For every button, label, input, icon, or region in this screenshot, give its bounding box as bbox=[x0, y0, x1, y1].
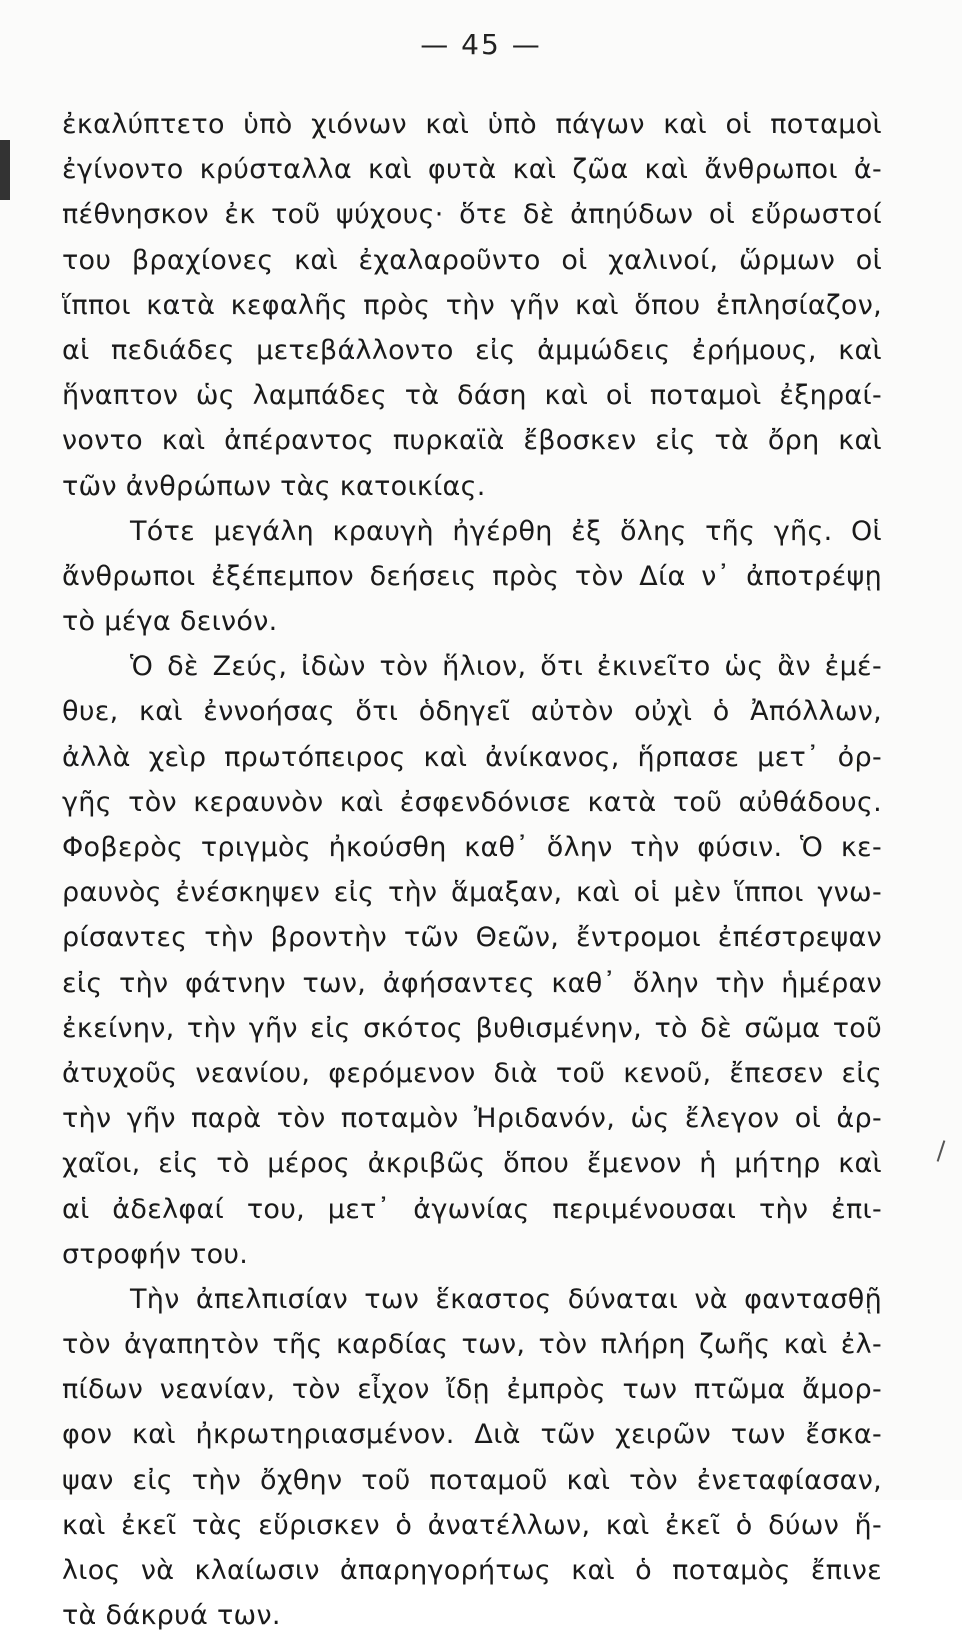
text-line: λιος νὰ κλαίωσιν ἀπαρηγορήτως καὶ ὁ ποταμὸς ἔπινε bbox=[62, 1555, 882, 1586]
ink-speck bbox=[937, 1140, 946, 1162]
text-line: φον καὶ ἠκρωτηριασμένον. Διὰ τῶν χειρῶν των ἔσκα- bbox=[62, 1419, 882, 1451]
text-line: ραυνὸς ἐνέσκηψεν εἰς τὴν ἅμαξαν, καὶ οἱ μὲν ἵπποι γνω- bbox=[62, 877, 882, 909]
text-line: ἐγίνοντο κρύσταλλα καὶ φυτὰ καὶ ζῶα καὶ ἄνθρωποι ἀ- bbox=[62, 154, 882, 186]
page-number: — 45 — bbox=[420, 28, 542, 61]
text-line: του βραχίονες καὶ ἐχαλαροῦντο οἱ χαλινοί, ὥρμων οἱ bbox=[62, 244, 882, 276]
text-line: Τότε μεγάλη κραυγὴ ἠγέρθη ἐξ ὅλης τῆς γῆς. Οἱ bbox=[130, 515, 882, 547]
text-line: τῶν ἀνθρώπων τὰς κατοικίας. bbox=[62, 470, 486, 502]
text-line: ἀλλὰ χεὶρ πρωτόπειρος καὶ ἀνίκανος, ἥρπασε μετ᾽ ὀρ- bbox=[62, 741, 882, 773]
body-text bbox=[62, 102, 882, 1638]
text-line: Ὁ δὲ Ζεύς, ἰδὼν τὸν ἥλιον, ὅτι ἐκινεῖτο ὡς ἂν ἐμέ- bbox=[130, 651, 882, 683]
text-line: τὰ δάκρυά των. bbox=[62, 1600, 281, 1632]
text-line: ἄνθρωποι ἐξέπεμπον δεήσεις πρὸς τὸν Δία ν᾽ ἀποτρέψῃ bbox=[62, 560, 882, 592]
text-line: αἱ ἀδελφαί του, μετ᾽ ἀγωνίας περιμένουσαι τὴν ἐπι- bbox=[62, 1193, 882, 1225]
text-line: καὶ ἐκεῖ τὰς εὕρισκεν ὁ ἀνατέλλων, καὶ ἐκεῖ ὁ δύων ἥ- bbox=[62, 1509, 882, 1541]
text-line: γῆς τὸν κεραυνὸν καὶ ἐσφενδόνισε κατὰ τοῦ αὐθάδους. bbox=[62, 786, 882, 818]
text-line: τὸ μέγα δεινόν. bbox=[62, 606, 278, 638]
text-line: εἰς τὴν φάτνην των, ἀφήσαντες καθ᾽ ὅλην τὴν ἡμέραν bbox=[62, 967, 882, 999]
text-line: νοντο καὶ ἀπέραντος πυρκαϊὰ ἔβοσκεν εἰς τὰ ὄρη καὶ bbox=[62, 425, 882, 457]
text-line: ἐκαλύπτετο ὑπὸ χιόνων καὶ ὑπὸ πάγων καὶ οἱ ποταμοὶ bbox=[62, 109, 882, 140]
text-line: στροφήν του. bbox=[62, 1238, 249, 1270]
text-line: ψαν εἰς τὴν ὄχθην τοῦ ποταμοῦ καὶ τὸν ἐνεταφίασαν, bbox=[62, 1464, 882, 1496]
text-line: θυε, καὶ ἐννοήσας ὅτι ὁδηγεῖ αὐτὸν οὐχὶ ὁ Ἀπόλλων, bbox=[62, 696, 882, 728]
text-line: τὴν γῆν παρὰ τὸν ποταμὸν Ἠριδανόν, ὡς ἔλεγον οἱ ἀρ- bbox=[62, 1103, 882, 1135]
text-line: ἵπποι κατὰ κεφαλῆς πρὸς τὴν γῆν καὶ ὅπου ἐπλησίαζον, bbox=[62, 289, 882, 321]
text-line: ἐκείνην, τὴν γῆν εἰς σκότος βυθισμένην, τὸ δὲ σῶμα τοῦ bbox=[62, 1012, 882, 1044]
text-line: πέθνησκον ἐκ τοῦ ψύχους· ὅτε δὲ ἀπηύδων οἱ εὔρωστοί bbox=[62, 199, 882, 231]
text-line: ἀτυχοῦς νεανίου, φερόμενον διὰ τοῦ κενοῦ, ἔπεσεν εἰς bbox=[62, 1057, 882, 1089]
text-line: Τὴν ἀπελπισίαν των ἕκαστος δύναται νὰ φαντασθῇ bbox=[130, 1283, 882, 1315]
text-line: ρίσαντες τὴν βροντὴν τῶν Θεῶν, ἔντρομοι ἐπέστρεψαν bbox=[62, 922, 882, 954]
text-line: Φοβερὸς τριγμὸς ἠκούσθη καθ᾽ ὅλην τὴν φύσιν. Ὁ κε- bbox=[62, 832, 882, 863]
binding-edge-mark bbox=[2, 168, 8, 198]
text-line: αἱ πεδιάδες μετεβάλλοντο εἰς ἀμμώδεις ἐρήμους, καὶ bbox=[62, 334, 882, 366]
text-line: τὸν ἀγαπητὸν τῆς καρδίας των, τὸν πλήρη ζωῆς καὶ ἐλ- bbox=[62, 1329, 882, 1361]
text-line: πίδων νεανίαν, τὸν εἶχον ἴδῃ ἐμπρὸς των πτῶμα ἄμορ- bbox=[62, 1374, 882, 1406]
text-line: ἥναπτον ὡς λαμπάδες τὰ δάση καὶ οἱ ποταμοὶ ἐξηραί- bbox=[62, 380, 882, 412]
text-line: χαῖοι, εἰς τὸ μέρος ἀκριβῶς ὅπου ἔμενον ἡ μήτηρ καὶ bbox=[62, 1148, 882, 1180]
